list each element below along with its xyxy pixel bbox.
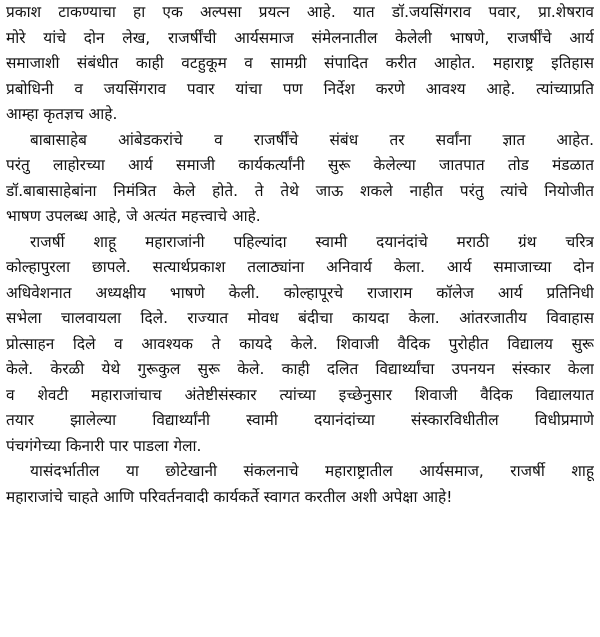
text-line: व शेवटी महाराजांचाच अंतेष्टीसंस्कार त्यांच्या इच्छेनुसार शिवाजी वैदिक विद्यालयात (6, 385, 594, 404)
text-line: अधिवेशनात अध्यक्षीय भाषणे केली. कोल्हापूरचे राजाराम कॉलेज आर्य प्रतिनिधी (6, 283, 594, 302)
paragraph-1 (6, 0, 594, 128)
text-line: पंचगंगेच्या किनारी पार पाडला गेला. (6, 436, 202, 455)
text-line: डॉ.बाबासाहेबांना निमंत्रित केले होते. ते तेथे जाऊ शकले नाहीत परंतु त्यांचे नियोजीत (6, 181, 594, 200)
text-line: बाबासाहेब आंबेडकरांचे व राजर्षींचे संबंध तर सर्वांना ज्ञात आहेत. (30, 130, 594, 149)
text-line: महाराजांचे चाहते आणि परिवर्तनवादी कार्यकर्ते स्वागत करतील अशी अपेक्षा आहे! (6, 487, 453, 506)
text-line: प्रोत्साहन दिले व आवश्यक ते कायदे केले. शिवाजी वैदिक पुरोहीत विद्यालय सुरू (6, 334, 594, 353)
text-line: सभेला चालवायला दिले. राज्यात मोवध बंदीचा कायदा केला. आंतरजातीय विवाहास (6, 309, 594, 327)
text-line: यासंदर्भातील या छोटेखानी संकलनाचे महाराष्ट्रातील आर्यसमाज, राजर्षी शाहू (30, 462, 594, 480)
text-line: भाषण उपलब्ध आहे, जे अत्यंत महत्त्वाचे आहे. (6, 207, 261, 225)
text-line: परंतु लाहोरच्या आर्य समाजी कार्यकर्त्यांनी सुरू केलेल्या जातपात तोड मंडळात (6, 156, 594, 174)
text-line: राजर्षी शाहू महाराजांनी पहिल्यांदा स्वामी दयानंदांचे मराठी ग्रंथ चरित्र (30, 232, 594, 251)
text-line: प्रबोधिनी व जयसिंगराव पवार यांचा पण निर्देश करणे आवश्य आहे. त्यांच्याप्रति (6, 79, 594, 98)
text-line: कोल्हापुरला छापले. सत्यार्थप्रकाश तलाठ्यांना अनिवार्य केला. आर्य समाजाच्या दोन (6, 258, 594, 276)
paragraph-2 (6, 128, 594, 230)
text-line: केले. केरळी येथे गुरूकुल सुरू केले. काही दलित विद्यार्थ्यांचा उपनयन संस्कार केला (6, 360, 594, 378)
paragraph-4 (6, 459, 594, 510)
text-line: तयार झालेल्या विद्यार्थ्यांनी स्वामी दयानंदांच्या संस्कारविधीतील विधीप्रमाणे (6, 411, 594, 429)
text-line: प्रकाश टाकण्याचा हा एक अल्पसा प्रयत्न आहे. यात डॉ.जयसिंगराव पवार, प्रा.शेषराव (6, 3, 594, 21)
text-line: समाजाशी संबंधीत काही वटहुकूम व सामग्री संपादित करीत आहोत. महाराष्ट्र इतिहास (6, 54, 594, 72)
text-line: आम्हा कृतज्ञच आहे. (6, 105, 118, 123)
text-line: मोरे यांचे दोन लेख, राजर्षींची आर्यसमाज संमेलनातील केलेली भाषणे, राजर्षींचे आर्य (6, 28, 594, 47)
paragraph-3 (6, 230, 594, 460)
